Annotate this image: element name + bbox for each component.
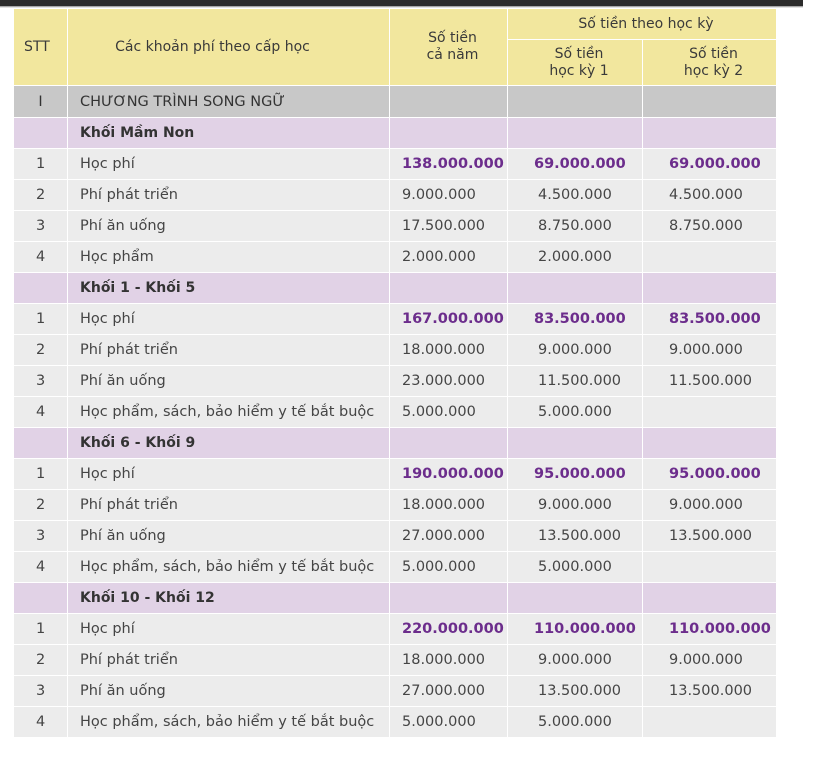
fee-row-annual: 18.000.000 bbox=[390, 645, 508, 676]
fee-row-stt: 2 bbox=[14, 180, 68, 211]
fee-row bbox=[14, 366, 777, 397]
fee-row-semester2: 13.500.000 bbox=[643, 676, 777, 707]
fee-row-semester1: 13.500.000 bbox=[508, 521, 643, 552]
group-stt bbox=[14, 273, 68, 304]
fee-row bbox=[14, 645, 777, 676]
fee-row-semester2: 9.000.000 bbox=[643, 645, 777, 676]
group-cell-year bbox=[390, 118, 508, 149]
group-row bbox=[14, 583, 777, 614]
group-title: Khối 10 - Khối 12 bbox=[68, 583, 390, 614]
fee-row-stt: 4 bbox=[14, 397, 68, 428]
fee-row-semester2: 110.000.000 bbox=[643, 614, 777, 645]
fee-row-name: Học phẩm, sách, bảo hiểm y tế bắt buộc bbox=[68, 552, 390, 583]
section-title: CHƯƠNG TRÌNH SONG NGỮ bbox=[68, 86, 390, 118]
fee-row-semester1: 95.000.000 bbox=[508, 459, 643, 490]
fee-row-name: Học phí bbox=[68, 304, 390, 335]
fee-row-stt: 2 bbox=[14, 490, 68, 521]
fee-row-annual: 138.000.000 bbox=[390, 149, 508, 180]
group-cell-s1 bbox=[508, 118, 643, 149]
fee-row bbox=[14, 180, 777, 211]
header-semester2-line2: học kỳ 2 bbox=[683, 62, 744, 79]
fee-row-semester1: 83.500.000 bbox=[508, 304, 643, 335]
fee-row-semester1: 4.500.000 bbox=[508, 180, 643, 211]
group-row bbox=[14, 118, 777, 149]
fee-row-annual: 220.000.000 bbox=[390, 614, 508, 645]
fee-row bbox=[14, 459, 777, 490]
fee-row-semester2: 95.000.000 bbox=[643, 459, 777, 490]
header-semester1-line1: Số tiền bbox=[554, 45, 604, 62]
fee-row-semester1: 5.000.000 bbox=[508, 552, 643, 583]
fee-row-semester2: 11.500.000 bbox=[643, 366, 777, 397]
fee-row-name: Phí ăn uống bbox=[68, 211, 390, 242]
header-annual-line2: cả năm bbox=[426, 47, 479, 63]
header-annual-amount bbox=[390, 9, 508, 86]
header-semester-amount: Số tiền theo học kỳ bbox=[508, 9, 777, 40]
fee-row-semester1: 2.000.000 bbox=[508, 242, 643, 273]
section-cell-s1 bbox=[508, 86, 643, 118]
group-cell-s2 bbox=[643, 583, 777, 614]
fee-row-semester1: 5.000.000 bbox=[508, 397, 643, 428]
fee-row-name: Phí phát triển bbox=[68, 335, 390, 366]
fee-row-annual: 23.000.000 bbox=[390, 366, 508, 397]
fee-row-annual: 5.000.000 bbox=[390, 552, 508, 583]
fee-row-stt: 2 bbox=[14, 335, 68, 366]
header-semester2-line1: Số tiền bbox=[689, 45, 738, 62]
group-row bbox=[14, 428, 777, 459]
group-row bbox=[14, 273, 777, 304]
fee-row-semester2: 9.000.000 bbox=[643, 335, 777, 366]
fee-row-stt: 2 bbox=[14, 645, 68, 676]
fee-row-semester2: 8.750.000 bbox=[643, 211, 777, 242]
group-cell-s1 bbox=[508, 273, 643, 304]
fee-row bbox=[14, 211, 777, 242]
fee-row-name: Phí phát triển bbox=[68, 645, 390, 676]
fee-row-annual: 5.000.000 bbox=[390, 397, 508, 428]
fee-row-stt: 4 bbox=[14, 707, 68, 738]
fee-row-annual: 5.000.000 bbox=[390, 707, 508, 738]
group-cell-s2 bbox=[643, 118, 777, 149]
fee-row-semester1: 110.000.000 bbox=[508, 614, 643, 645]
fee-row-name: Học phí bbox=[68, 614, 390, 645]
fee-row-name: Phí phát triển bbox=[68, 490, 390, 521]
fee-row bbox=[14, 614, 777, 645]
header-fee-items: Các khoản phí theo cấp học bbox=[68, 9, 390, 86]
group-cell-s1 bbox=[508, 583, 643, 614]
fee-row bbox=[14, 397, 777, 428]
fee-row bbox=[14, 676, 777, 707]
fee-row-annual: 18.000.000 bbox=[390, 490, 508, 521]
fee-row-stt: 1 bbox=[14, 459, 68, 490]
fee-row-semester1: 13.500.000 bbox=[508, 676, 643, 707]
fee-row-annual: 167.000.000 bbox=[390, 304, 508, 335]
fee-row-semester1: 69.000.000 bbox=[508, 149, 643, 180]
group-title: Khối 6 - Khối 9 bbox=[68, 428, 390, 459]
header-semester2 bbox=[643, 40, 777, 86]
fee-row-stt: 3 bbox=[14, 366, 68, 397]
fee-row-annual: 17.500.000 bbox=[390, 211, 508, 242]
group-cell-year bbox=[390, 583, 508, 614]
section-cell-year bbox=[390, 86, 508, 118]
fee-row bbox=[14, 552, 777, 583]
section-stt: I bbox=[14, 86, 68, 118]
group-title: Khối Mầm Non bbox=[68, 118, 390, 149]
fee-row-semester2: 13.500.000 bbox=[643, 521, 777, 552]
group-stt bbox=[14, 428, 68, 459]
group-cell-year bbox=[390, 273, 508, 304]
fee-row-semester2: 69.000.000 bbox=[643, 149, 777, 180]
fee-row bbox=[14, 335, 777, 366]
fee-row-name: Học phẩm, sách, bảo hiểm y tế bắt buộc bbox=[68, 397, 390, 428]
fee-row-stt: 1 bbox=[14, 614, 68, 645]
group-cell-s1 bbox=[508, 428, 643, 459]
fee-row-name: Phí phát triển bbox=[68, 180, 390, 211]
fee-row-stt: 3 bbox=[14, 521, 68, 552]
fee-row-semester1: 9.000.000 bbox=[508, 490, 643, 521]
fee-row-annual: 18.000.000 bbox=[390, 335, 508, 366]
group-cell-s2 bbox=[643, 273, 777, 304]
fee-row bbox=[14, 304, 777, 335]
section-row bbox=[14, 86, 777, 118]
header-semester1-line2: học kỳ 1 bbox=[549, 62, 609, 79]
group-stt bbox=[14, 118, 68, 149]
fee-row-name: Học phẩm bbox=[68, 242, 390, 273]
fee-row-name: Học phí bbox=[68, 149, 390, 180]
fee-row-annual: 27.000.000 bbox=[390, 521, 508, 552]
fee-row-semester1: 9.000.000 bbox=[508, 645, 643, 676]
fee-row-name: Phí ăn uống bbox=[68, 366, 390, 397]
fee-row-semester1: 9.000.000 bbox=[508, 335, 643, 366]
fee-row-semester2: 9.000.000 bbox=[643, 490, 777, 521]
fee-row-semester2: 83.500.000 bbox=[643, 304, 777, 335]
fee-row-stt: 3 bbox=[14, 676, 68, 707]
fee-row-semester2 bbox=[643, 552, 777, 583]
fee-row-name: Học phẩm, sách, bảo hiểm y tế bắt buộc bbox=[68, 707, 390, 738]
fee-table bbox=[13, 8, 777, 738]
fee-row-semester2: 4.500.000 bbox=[643, 180, 777, 211]
fee-row bbox=[14, 242, 777, 273]
fee-row bbox=[14, 490, 777, 521]
group-cell-s2 bbox=[643, 428, 777, 459]
fee-row-semester2 bbox=[643, 397, 777, 428]
fee-row-annual: 9.000.000 bbox=[390, 180, 508, 211]
fee-table-header bbox=[14, 9, 777, 86]
header-stt: STT bbox=[14, 9, 68, 86]
fee-row-annual: 190.000.000 bbox=[390, 459, 508, 490]
fee-row-stt: 1 bbox=[14, 304, 68, 335]
group-title: Khối 1 - Khối 5 bbox=[68, 273, 390, 304]
header-annual-line1: Số tiền bbox=[428, 30, 477, 46]
fee-row-stt: 3 bbox=[14, 211, 68, 242]
fee-row-semester1: 11.500.000 bbox=[508, 366, 643, 397]
fee-row-annual: 2.000.000 bbox=[390, 242, 508, 273]
fee-row-annual: 27.000.000 bbox=[390, 676, 508, 707]
fee-row-stt: 4 bbox=[14, 242, 68, 273]
fee-row-name: Phí ăn uống bbox=[68, 676, 390, 707]
fee-row-semester2 bbox=[643, 707, 777, 738]
section-cell-s2 bbox=[643, 86, 777, 118]
header-semester1 bbox=[508, 40, 643, 86]
group-cell-year bbox=[390, 428, 508, 459]
fee-row-stt: 1 bbox=[14, 149, 68, 180]
fee-row bbox=[14, 149, 777, 180]
fee-row-name: Học phí bbox=[68, 459, 390, 490]
fee-row bbox=[14, 521, 777, 552]
group-stt bbox=[14, 583, 68, 614]
fee-row-stt: 4 bbox=[14, 552, 68, 583]
fee-row-semester2 bbox=[643, 242, 777, 273]
fee-row bbox=[14, 707, 777, 738]
fee-row-name: Phí ăn uống bbox=[68, 521, 390, 552]
fee-row-semester1: 5.000.000 bbox=[508, 707, 643, 738]
fee-row-semester1: 8.750.000 bbox=[508, 211, 643, 242]
fee-table-body bbox=[14, 86, 777, 738]
